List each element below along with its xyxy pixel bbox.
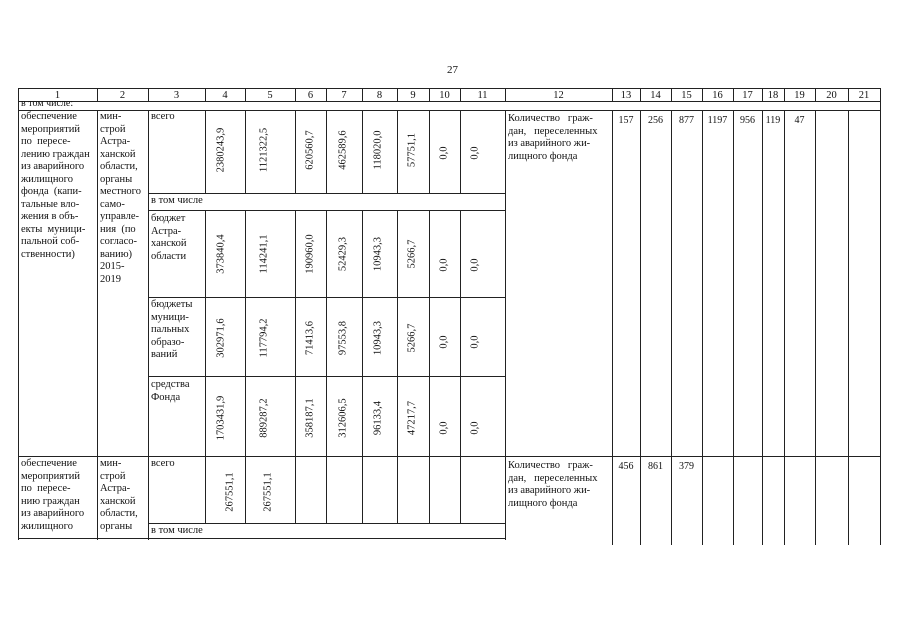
value-cell: 1703431,9: [215, 395, 227, 441]
value-cell: 373840,4: [215, 234, 227, 274]
target-value: 119: [765, 115, 781, 126]
column-header: 17: [742, 90, 753, 101]
value-cell: 97553,8: [337, 320, 349, 356]
subheading: в том числе:: [21, 98, 74, 109]
value-cell: 0,0: [438, 258, 450, 272]
column-header: 9: [410, 90, 416, 101]
column-header: 1: [54, 90, 61, 101]
column-header: 19: [794, 90, 805, 101]
column-header: 13: [620, 90, 632, 101]
value-cell: 620560,7: [304, 130, 316, 170]
target-value: 877: [679, 115, 694, 126]
value-cell: 358187,1: [304, 398, 316, 438]
column-header: 7: [341, 90, 347, 101]
column-header: 5: [267, 90, 273, 101]
value-cell: 117794,2: [258, 318, 270, 358]
value-cell: 0,0: [438, 146, 450, 160]
column-header: 14: [650, 90, 661, 101]
target-value: 1197: [707, 115, 728, 126]
value-cell: 96133,4: [372, 400, 384, 436]
value-cell: 0,0: [438, 335, 450, 349]
funding-source: всего: [151, 111, 175, 122]
value-cell: 312606,5: [337, 398, 349, 438]
executor-name: мин- строй Астра- ханской области, органы: [100, 458, 138, 532]
value-cell: 0,0: [469, 335, 481, 349]
target-value: 861: [648, 461, 663, 472]
funding-source: средства Фонда: [151, 379, 190, 403]
value-cell: 190960,0: [304, 234, 316, 274]
target-value: 256: [648, 115, 663, 126]
value-cell: 0,0: [469, 258, 481, 272]
executor-name: мин- строй Астра- ханской области, органы местного само- управле- ния (по согласо- ванию) 2015- 2019: [100, 111, 141, 285]
column-header: 11: [477, 90, 488, 101]
value-cell: 462589,6: [337, 130, 349, 170]
value-cell: 267551,1: [224, 472, 236, 512]
activity-name: обеспечение мероприятий по пересе- лению граждан из аварийного жилищного фонда (капи- тальные вло- жения в объ- екты муници- пальной соб- ственности): [21, 111, 90, 260]
value-cell: 302971,6: [215, 318, 227, 358]
value-cell: 0,0: [469, 421, 481, 435]
column-header: 2: [119, 90, 126, 101]
value-cell: 1121322,5: [258, 127, 270, 173]
target-value: 956: [740, 115, 755, 126]
in-total-label: в том числе: [151, 525, 203, 536]
column-header: 4: [222, 90, 228, 101]
target-value: 379: [679, 461, 694, 472]
value-cell: 47217,7: [406, 400, 418, 436]
value-cell: 0,0: [438, 421, 450, 435]
value-cell: 5266,7: [406, 239, 418, 269]
column-header: 21: [858, 90, 870, 101]
funding-source: всего: [151, 458, 175, 469]
value-cell: 10943,3: [372, 236, 384, 272]
value-cell: 5266,7: [406, 323, 418, 353]
column-header: 6: [307, 90, 314, 101]
target-value: 456: [618, 461, 634, 472]
column-header: 18: [767, 90, 779, 101]
column-header: 8: [376, 90, 383, 101]
value-cell: 889287,2: [258, 398, 270, 438]
value-cell: 267551,1: [262, 472, 274, 512]
target-value: 157: [618, 115, 634, 126]
column-header: 15: [681, 90, 692, 101]
indicator-text: Количество граж- дан, переселенных из аварийного жи- лищного фонда: [508, 460, 598, 509]
indicator-text: Количество граж- дан, переселенных из аварийного жи- лищного фонда: [508, 113, 598, 162]
column-header: 20: [826, 90, 837, 101]
column-header: 3: [173, 90, 180, 101]
target-value: 47: [794, 115, 805, 126]
funding-source: бюджеты муници- пальных образо- ваний: [151, 299, 193, 360]
value-cell: 118020,0: [372, 130, 384, 170]
value-cell: 52429,3: [337, 236, 349, 272]
column-header: 10: [439, 90, 450, 101]
funding-source: бюджет Астра- ханской области: [151, 213, 187, 262]
column-header: 16: [712, 90, 723, 101]
in-total-label: в том числе: [151, 195, 203, 206]
page-number: 27: [447, 64, 458, 76]
activity-name: обеспечение мероприятий по пересе- нию граждан из аварийного жилищного: [21, 458, 85, 532]
value-cell: 0,0: [469, 146, 481, 160]
value-cell: 10943,3: [372, 320, 384, 356]
value-cell: 2380243,9: [215, 127, 227, 173]
value-cell: 114241,1: [258, 234, 270, 274]
value-cell: 71413,6: [304, 320, 316, 356]
column-header: 12: [553, 90, 564, 101]
value-cell: 57751,1: [406, 132, 418, 168]
